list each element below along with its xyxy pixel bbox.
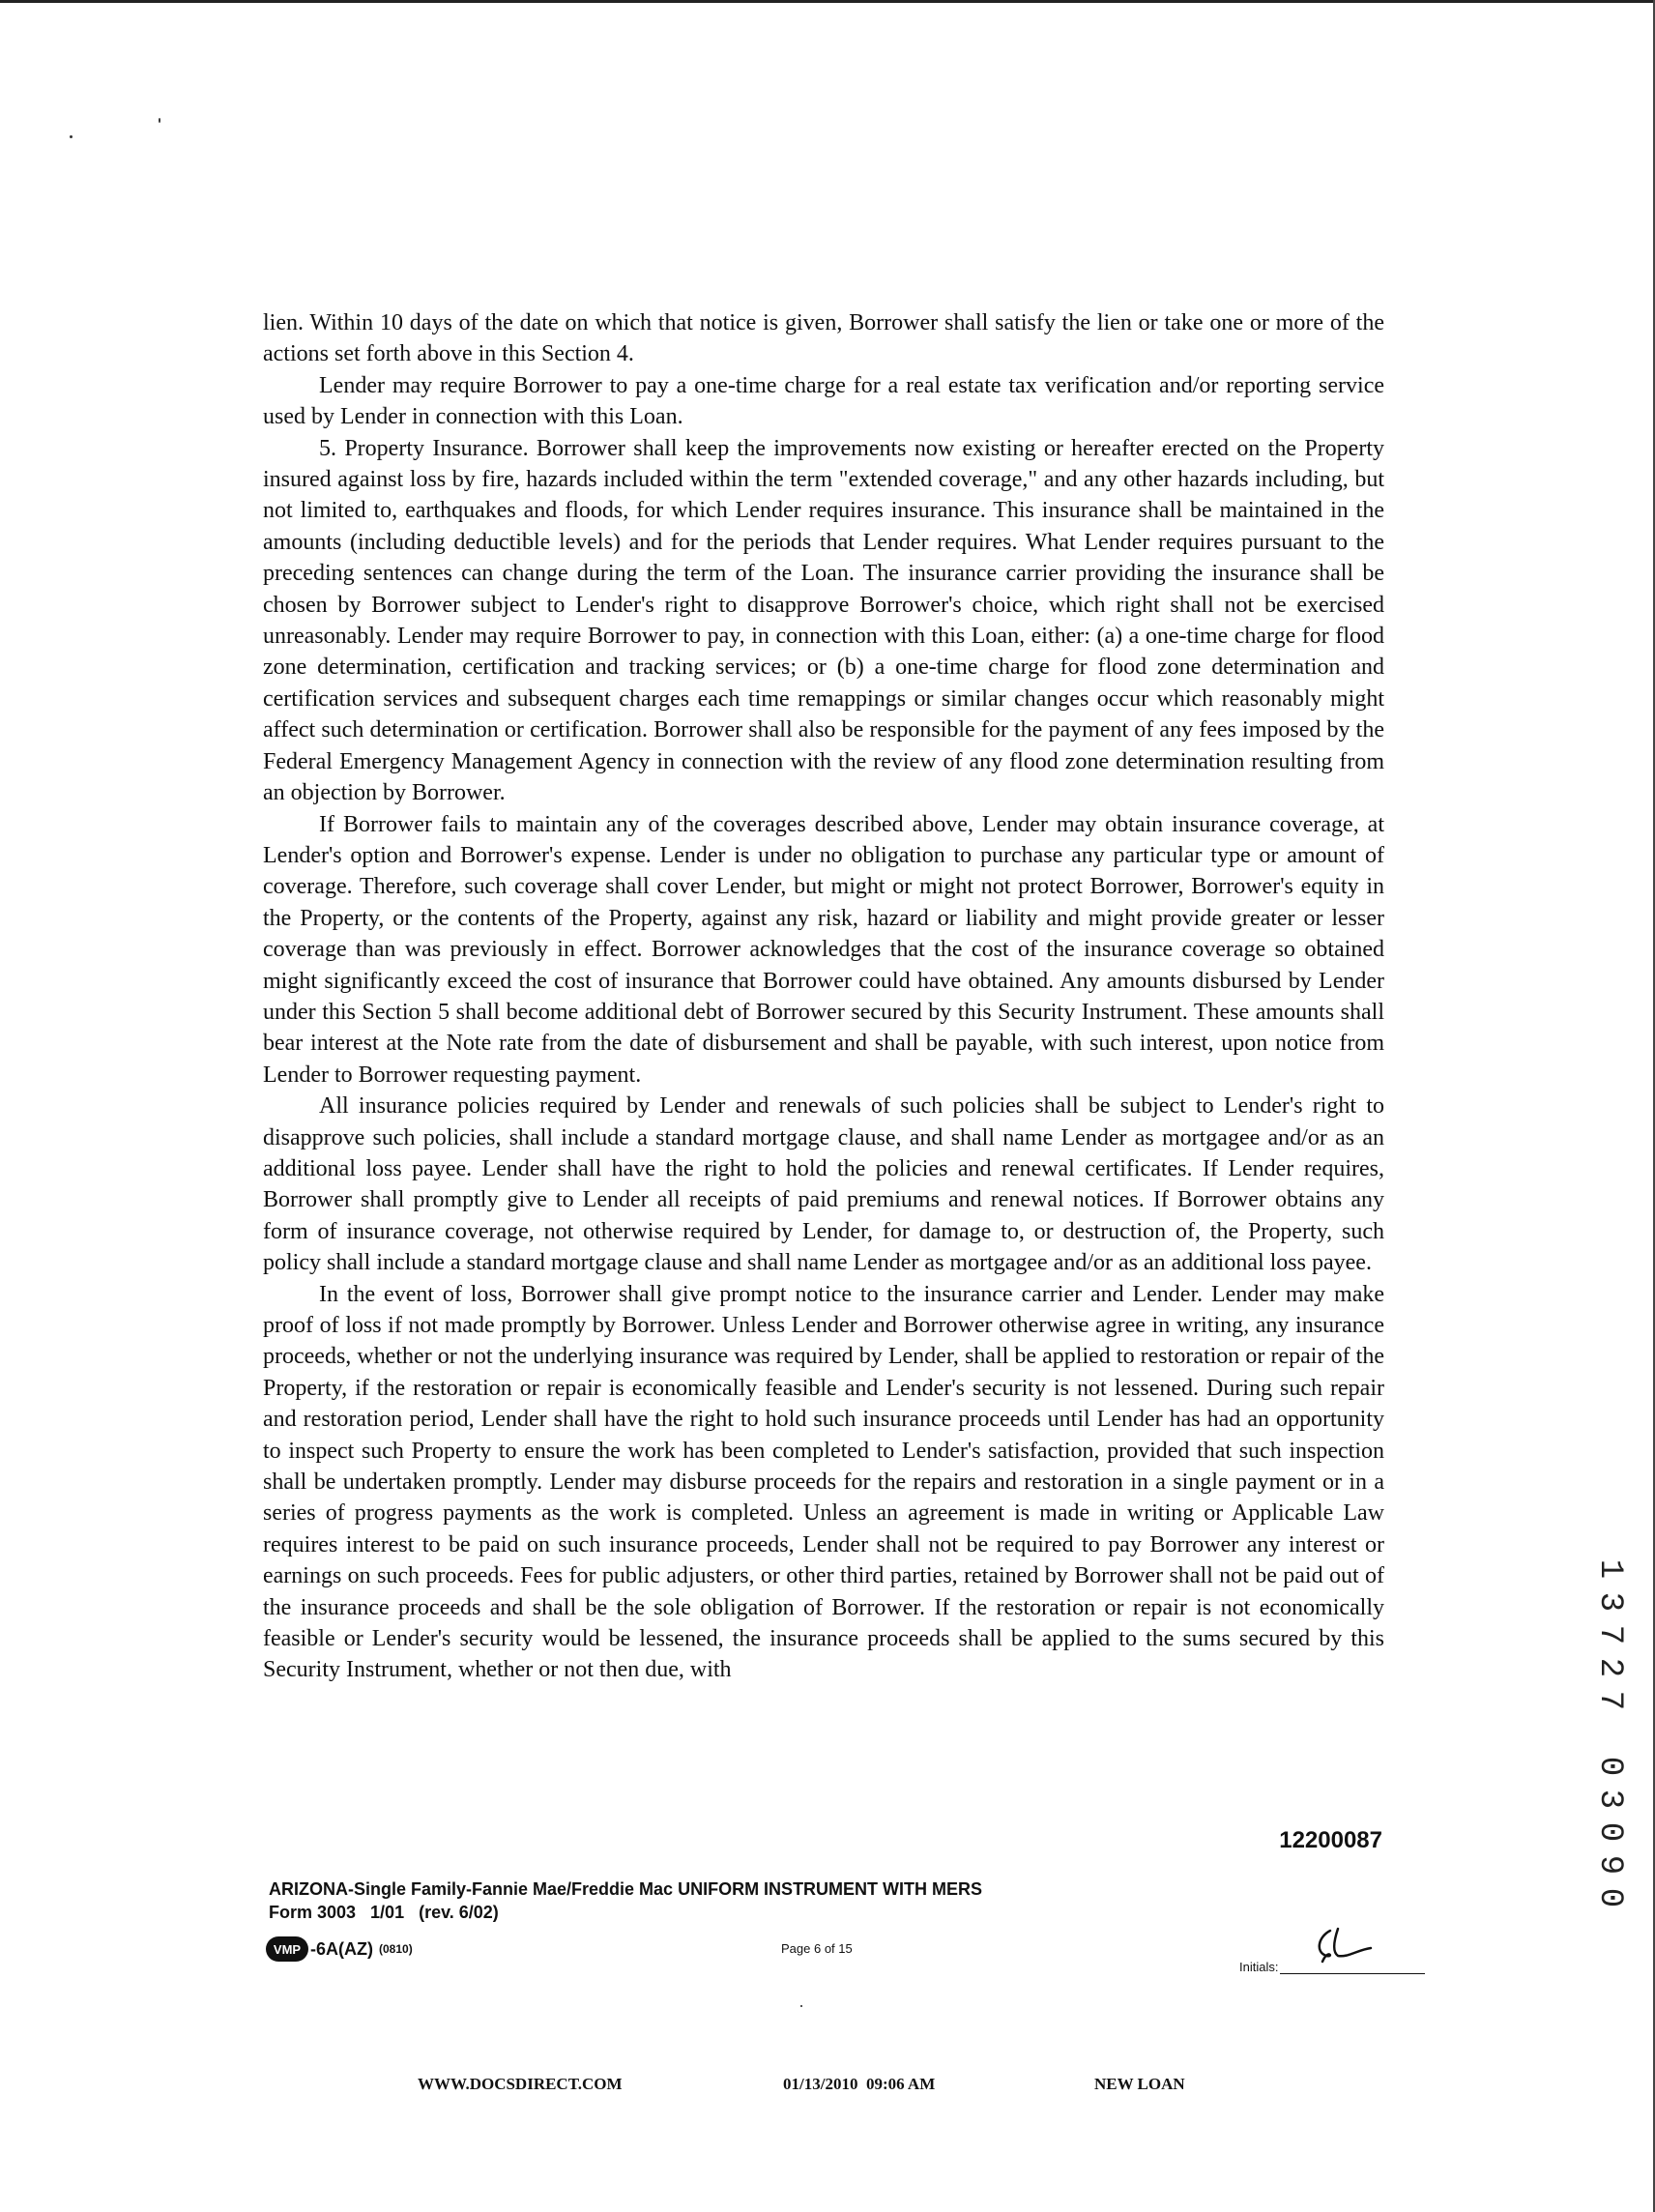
stamp-digit: 7 (1591, 1690, 1628, 1711)
stamp-digit: 3 (1591, 1591, 1628, 1613)
scan-top-edge (0, 0, 1655, 3)
stamp-digit: 0 (1591, 1756, 1628, 1777)
stamp-digit: 3 (1591, 1789, 1628, 1810)
stamp-digit: 1 (1591, 1558, 1628, 1580)
paragraph-property-insurance: 5. Property Insurance. Borrower shall keep the improvements now existing or hereafter erected on the Property insured against loss by fire, hazards included within the term "extended coverage," and any other hazards including, but not limited to, earthquakes and floods, for which Lender requires insurance. This insurance shall be maintained in the amounts (including deductible levels) and for the periods that Lender requires. What Lender requires pursuant to the preceding sentences can change during the term of the Loan. The insurance carrier providing the insurance shall be chosen by Borrower subject to Lender's right to disapprove Borrower's choice, which right shall not be exercised unreasonably. Lender may require Borrower to pay, in connection with this Loan, either: (a) a one-time charge for flood zone determination, certification and tracking services; or (b) a one-time charge for flood zone determination and certification services and subsequent charges each time remappings or similar changes occur which reasonably might affect such determination or certification. Borrower shall also be responsible for the payment of any fees imposed by the Federal Emergency Management Agency in connection with the review of any flood zone determination resulting from an objection by Borrower. (263, 435, 1384, 806)
stamp-digit: 2 (1591, 1657, 1628, 1678)
stamp-digit: 0 (1591, 1887, 1628, 1908)
form-number: Form 3003 1/01 (rev. 6/02) (269, 1903, 499, 1922)
scan-speck (800, 2005, 802, 2007)
docsdirect-website: WWW.DOCSDIRECT.COM (418, 2075, 623, 2093)
initials-signature-icon (1309, 1923, 1377, 1971)
paragraph-coverage-failure: If Borrower fails to maintain any of the coverages described above, Lender may obtain insurance coverage, at Lender's option and Borrower's expense. Lender is under no obligation to purchase any particular type or amount of coverage. Therefore, such coverage shall cover Lender, but might or might not protect Borrower, Borrower's equity in the Property, or the contents of the Property, against any risk, hazard or liability and might provide greater or lesser coverage than was previously in effect. Borrower acknowledges that the cost of the insurance coverage so obtained might significantly exceed the cost of insurance that Borrower could have obtained. Any amounts disbursed by Lender under this Section 5 shall become additional debt of Borrower secured by this Security Instrument. These amounts shall bear interest at the Note rate from the date of disbursement and shall be payable, with such interest, upon notice from Lender to Borrower requesting payment. (263, 811, 1384, 1088)
stamp-digit: 9 (1591, 1854, 1628, 1876)
page-number: Page 6 of 15 (781, 1941, 853, 1956)
document-body (263, 307, 1384, 1686)
vmp-logo-icon: VMP (266, 1936, 308, 1962)
initials-block (1239, 1938, 1425, 1974)
scan-speck (159, 118, 160, 123)
paragraph-event-of-loss: In the event of loss, Borrower shall give prompt notice to the insurance carrier and Lender. Lender may make proof of loss if not made promptly by Borrower. Unless Lender and Borrower otherwise agree in writing, any insurance proceeds, whether or not the underlying insurance was required by Lender, shall be applied to restoration or repair of the Property, if the restoration or repair is economically feasible and Lender's security is not lessened. During such repair and restoration period, Lender shall have the right to hold such insurance proceeds until Lender has had an opportunity to inspect such Property to ensure the work has been completed to Lender's satisfaction, provided that such inspection shall be undertaken promptly. Lender may disburse proceeds for the repairs and restoration in a single payment or in a series of progress payments as the work is completed. Unless an agreement is made in writing or Applicable Law requires interest to be paid on such insurance proceeds, Lender shall not be required to pay Borrower any interest or earnings on such proceeds. Fees for public adjusters, or other third parties, retained by Borrower shall not be paid out of the insurance proceeds and shall be the sole obligation of Borrower. If the restoration or repair is not economically feasible or Lender's security would be lessened, the insurance proceeds shall be applied to the sums secured by this Security Instrument, whether or not then due, with (263, 1281, 1384, 1683)
paragraph-lien-continuation: lien. Within 10 days of the date on which that notice is given, Borrower shall satisfy the lien or take one or more of the actions set forth above in this Section 4. (263, 310, 1384, 367)
vmp-form-code (266, 1935, 413, 1964)
print-datetime: 01/13/2010 09:06 AM (783, 2075, 936, 2093)
paragraph-tax-verification: Lender may require Borrower to pay a one-time charge for a real estate tax verification and/or reporting service used by Lender in connection with this Loan. (263, 372, 1384, 430)
stamp-digit: 0 (1591, 1821, 1628, 1843)
loan-status: NEW LOAN (1094, 2075, 1185, 2093)
initials-label: Initials: (1239, 1960, 1279, 1974)
loan-number: 12200087 (1279, 1827, 1382, 1853)
form-code: -6A(AZ) (310, 1938, 373, 1959)
form-title: ARIZONA-Single Family-Fannie Mae/Freddie Mac UNIFORM INSTRUMENT WITH MERS (269, 1879, 983, 1899)
recording-number-stamp (1590, 1553, 1629, 1914)
stamp-digit: 7 (1591, 1624, 1628, 1645)
form-code-suffix: (0810) (379, 1942, 413, 1956)
scan-speck (70, 135, 73, 138)
initials-signature-line (1280, 1938, 1425, 1974)
paragraph-insurance-policies: All insurance policies required by Lender and renewals of such policies shall be subject to Lender's right to disapprove such policies, shall include a standard mortgage clause, and shall name Lender as mortgagee and/or as an additional loss payee. Lender shall have the right to hold the policies and renewal certificates. If Lender requires, Borrower shall promptly give to Lender all receipts of paid premiums and renewal notices. If Borrower obtains any form of insurance coverage, not otherwise required by Lender, for damage to, or destruction of, the Property, such policy shall include a standard mortgage clause and shall name Lender as mortgagee and/or as an additional loss payee. (263, 1093, 1384, 1276)
